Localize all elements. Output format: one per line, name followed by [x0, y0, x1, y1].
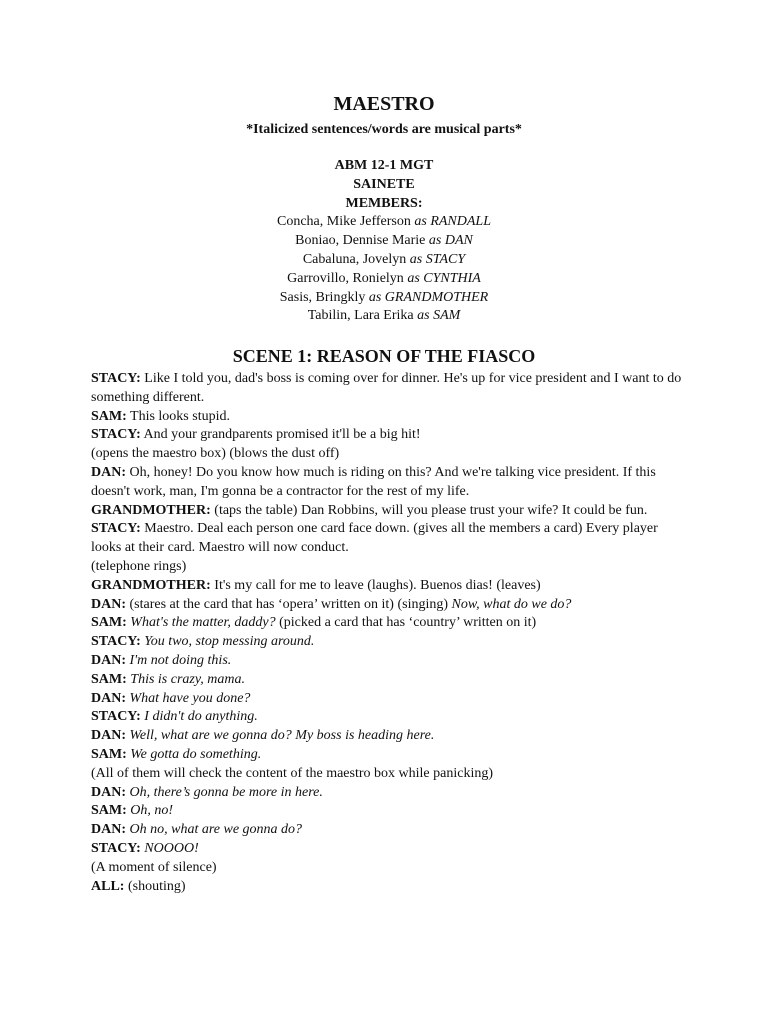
members-list: [0, 213, 768, 326]
musical-part: I didn't do anything.: [144, 709, 258, 725]
speaker-name: SAM:: [91, 671, 127, 687]
members-heading: MEMBERS:: [345, 195, 423, 211]
script-line: [91, 483, 691, 502]
speaker-name: GRANDMOTHER:: [91, 502, 211, 518]
script-line: [91, 746, 691, 765]
musical-part: You two, stop messing around.: [144, 634, 315, 650]
script-line: [91, 690, 691, 709]
speaker-name: STACY:: [91, 709, 141, 725]
speaker-name: DAN:: [91, 822, 126, 838]
script-line: [91, 614, 691, 633]
script-line: [91, 784, 691, 803]
line-text: (opens the maestro box) (blows the dust off): [91, 446, 340, 462]
line-text: (A moment of silence): [91, 859, 217, 875]
script-body: [91, 370, 691, 896]
member-name: Sasis, Bringkly: [279, 289, 366, 305]
speaker-name: SAM:: [91, 408, 127, 424]
musical-part: What have you done?: [129, 690, 251, 706]
script-line: [91, 821, 691, 840]
member-role: as CYNTHIA: [407, 270, 481, 286]
line-text: (picked a card that has ‘country’ written on it): [275, 615, 537, 631]
member-name: Garrovillo, Ronielyn: [287, 270, 404, 286]
document-subtitle: *Italicized sentences/words are musical parts*: [246, 122, 522, 137]
script-line: [91, 652, 691, 671]
speaker-name: SAM:: [91, 803, 127, 819]
line-text: (shouting): [124, 878, 186, 894]
group-info: [0, 157, 768, 326]
musical-part: Now, what do we do?: [451, 596, 572, 612]
musical-part: We gotta do something.: [130, 746, 262, 762]
script-line: [91, 859, 691, 878]
member-row: [0, 232, 768, 251]
script-line: [91, 408, 691, 427]
member-name: Cabaluna, Jovelyn: [302, 251, 407, 267]
line-text: And your grandparents promised it'll be a big hit!: [140, 427, 421, 443]
script-line: [91, 577, 691, 596]
musical-part: Oh no, what are we gonna do?: [129, 822, 303, 838]
line-text: Like I told you, dad's boss is coming over for dinner. He's up for vice president and I want to do: [140, 371, 682, 386]
member-row: [0, 270, 768, 289]
member-role: as RANDALL: [414, 214, 491, 230]
line-text: something different.: [91, 389, 205, 405]
speaker-name: GRANDMOTHER:: [91, 577, 211, 593]
member-row: [0, 213, 768, 232]
section-label: ABM 12-1 MGT: [334, 158, 434, 173]
script-line: [91, 445, 691, 464]
speaker-name: SAM:: [91, 746, 127, 762]
speaker-name: DAN:: [91, 690, 126, 706]
member-row: [0, 307, 768, 326]
member-role: as SAM: [417, 308, 461, 324]
group-label: SAINETE: [353, 176, 415, 192]
member-name: Tabilin, Lara Erika: [307, 308, 414, 324]
line-text: looks at their card. Maestro will now conduct.: [91, 540, 349, 556]
script-line: [91, 878, 691, 897]
member-role: as STACY: [409, 251, 466, 267]
speaker-name: STACY:: [91, 371, 141, 386]
speaker-name: DAN:: [91, 464, 126, 480]
line-text: This looks stupid.: [126, 408, 230, 424]
script-line: [91, 370, 691, 389]
line-text: (taps the table) Dan Robbins, will you please trust your wife? It could be fun.: [210, 502, 648, 518]
musical-part: Oh, no!: [130, 803, 174, 819]
script-line: [91, 596, 691, 615]
musical-part: Well, what are we gonna do? My boss is heading here.: [129, 728, 435, 744]
script-line: [91, 633, 691, 652]
member-name: Concha, Mike Jefferson: [277, 214, 411, 230]
script-line: [91, 558, 691, 577]
member-role: as GRANDMOTHER: [368, 289, 489, 305]
musical-part: This is crazy, mama.: [130, 671, 246, 687]
member-row: [0, 251, 768, 270]
document-title: MAESTRO: [333, 93, 435, 115]
line-text: (telephone rings): [91, 558, 187, 574]
speaker-name: SAM:: [91, 615, 127, 631]
script-line: [91, 671, 691, 690]
speaker-name: DAN:: [91, 784, 126, 800]
speaker-name: ALL:: [91, 878, 125, 894]
script-line: [91, 727, 691, 746]
speaker-name: STACY:: [91, 840, 141, 856]
script-line: [91, 765, 691, 784]
member-row: [0, 289, 768, 308]
script-line: [91, 539, 691, 558]
musical-part: NOOOO!: [144, 840, 199, 856]
line-text: (stares at the card that has ‘opera’ written on it) (singing): [126, 596, 452, 612]
line-text: (All of them will check the content of the maestro box while panicking): [91, 765, 493, 781]
script-line: [91, 426, 691, 445]
line-text: Maestro. Deal each person one card face down. (gives all the members a card) Every player: [140, 521, 658, 537]
speaker-name: STACY:: [91, 634, 141, 650]
line-text: doesn't work, man, I'm gonna be a contractor for the rest of my life.: [91, 483, 470, 499]
member-role: as DAN: [428, 233, 473, 249]
script-line: [91, 708, 691, 727]
script-line: [91, 802, 691, 821]
line-text: It's my call for me to leave (laughs). Buenos dias! (leaves): [210, 577, 541, 593]
speaker-name: DAN:: [91, 652, 126, 668]
speaker-name: STACY:: [91, 427, 141, 443]
speaker-name: STACY:: [91, 521, 141, 537]
member-name: Boniao, Dennise Marie: [295, 233, 426, 249]
script-line: [91, 840, 691, 859]
script-line: [91, 520, 691, 539]
line-text: Oh, honey! Do you know how much is riding on this? And we're talking vice president. If this: [126, 464, 656, 480]
speaker-name: DAN:: [91, 596, 126, 612]
script-line: [91, 464, 691, 483]
script-line: [91, 502, 691, 521]
musical-part: What's the matter, daddy?: [130, 615, 276, 631]
scene-title: SCENE 1: REASON OF THE FIASCO: [232, 346, 536, 366]
musical-part: Oh, there’s gonna be more in here.: [129, 784, 323, 800]
speaker-name: DAN:: [91, 728, 126, 744]
musical-part: I'm not doing this.: [129, 652, 232, 668]
script-line: [91, 389, 691, 408]
